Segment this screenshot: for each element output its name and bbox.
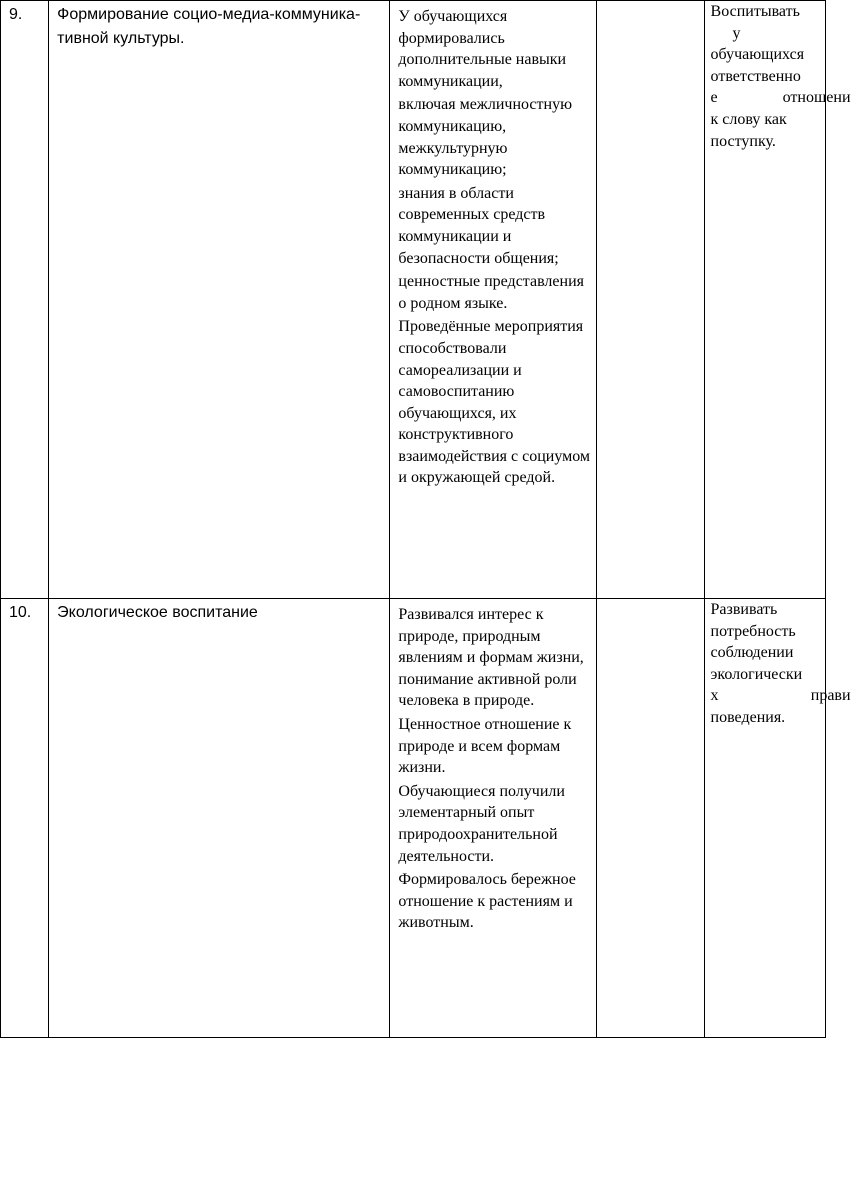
result-paragraph: Проведённые мероприятия способствовали самореализации и самовоспитанию обучающихся, их конструктивного взаимодействия с социумом и окружающей средой. (398, 318, 591, 487)
goal-word: прави (810, 687, 851, 705)
goal-line: поведения. (710, 708, 786, 726)
goal-line: экологически (710, 665, 803, 683)
goal-line: обучающихся (710, 46, 805, 64)
goal-word: х (710, 687, 719, 705)
row-topic: Формирование социо-медиа-коммуника-тивной культуры. (49, 1, 390, 599)
goal-line-justified (711, 685, 851, 707)
goal-word: отношени (782, 89, 851, 107)
goal-line: Развивать (710, 601, 778, 618)
row-results (390, 599, 597, 1038)
result-paragraph: знания в области современных средств коммуникации и безопасности общения; (398, 184, 559, 267)
goal-line: потребность (710, 622, 796, 640)
goal-line: Воспитывать (710, 3, 800, 20)
result-paragraph: включая межличностную коммуникацию, межкультурную коммуникацию; (398, 96, 573, 179)
goal-line: поступку. (710, 132, 776, 150)
row-empty-cell (597, 599, 704, 1038)
row-empty-cell (597, 1, 704, 599)
result-paragraph: Развивался интерес к природе, природным явлениям и формам жизни, понимание активной роли человека в природе. (398, 606, 584, 710)
row-results (390, 1, 597, 599)
row-number: 9. (1, 1, 49, 599)
table-row (1, 1, 826, 599)
row-topic: Экологическое воспитание (49, 599, 390, 1038)
goal-line: соблюдении (710, 644, 794, 662)
goal-word: е (710, 89, 718, 107)
goal-line: ответственно (710, 67, 801, 85)
result-paragraph: У обучающихся формировались дополнительные навыки коммуникации, (398, 8, 567, 90)
result-paragraph: ценностные представления о родном языке. (398, 273, 584, 312)
goal-line: у (732, 24, 741, 42)
table-row (1, 599, 826, 1038)
result-paragraph: Обучающиеся получили элементарный опыт природоохранительной деятельности. (398, 782, 565, 865)
result-paragraph: Формировалось бережное отношение к растениям и животным. (398, 871, 576, 932)
goal-line: к слову как (710, 110, 787, 128)
row-goal (704, 1, 851, 599)
row-number: 10. (1, 599, 49, 1038)
goal-line-justified (711, 87, 851, 109)
result-paragraph: Ценностное отношение к природе и всем формам жизни. (398, 715, 572, 777)
row-goal (704, 599, 851, 1038)
